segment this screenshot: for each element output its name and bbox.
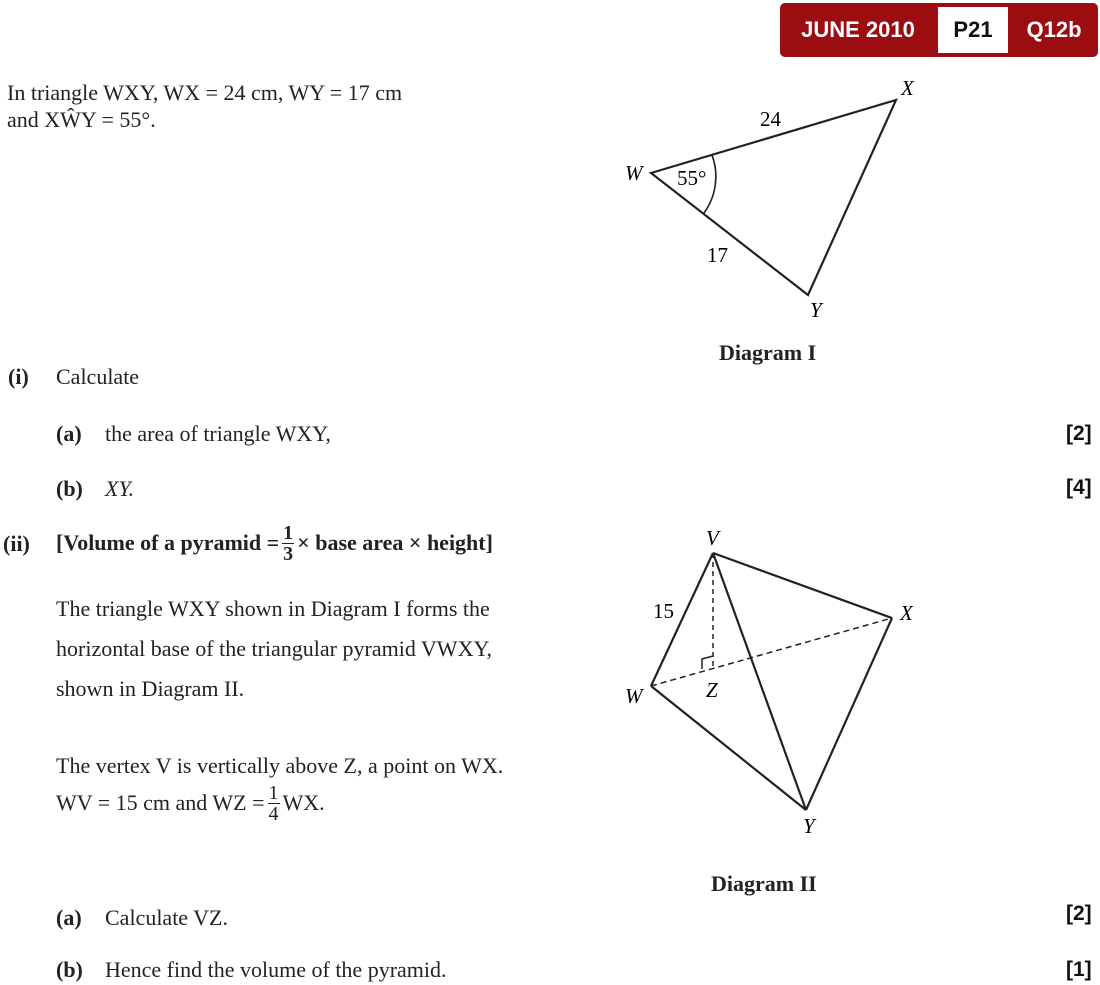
vertex-w-label: W — [625, 161, 643, 185]
vertex-x-label-2: X — [900, 601, 913, 625]
part-i-a-text: the area of triangle WXY, — [105, 421, 331, 446]
para2-fraction-numerator: 1 — [268, 781, 279, 804]
part-ii-para1-line3: shown in Diagram II. — [56, 676, 245, 701]
part-ii-b-number: (b) — [56, 957, 83, 982]
side-wx-label: 24 — [760, 107, 781, 131]
intro-line-1: In triangle WXY, WX = 24 cm, WY = 17 cm — [7, 80, 403, 105]
part-ii-para1-line2: horizontal base of the triangular pyramid VWXY, — [56, 636, 493, 661]
vertex-v-label: V — [706, 526, 719, 550]
vertex-w-label-2: W — [625, 684, 643, 708]
part-ii-a-text: Calculate VZ. — [105, 905, 228, 930]
edge-vx — [713, 553, 892, 618]
vertex-y-label-2: Y — [803, 814, 815, 838]
point-z-label: Z — [706, 678, 718, 702]
part-ii-number: (ii) — [3, 531, 30, 556]
edge-xy — [806, 618, 892, 810]
diagram-1-caption: Diagram I — [719, 340, 817, 365]
diagram-1-triangle — [600, 70, 920, 330]
diagram-2-pyramid — [600, 520, 930, 850]
part-i-a-number: (a) — [56, 421, 82, 446]
formula-end: × base area × height] — [297, 530, 493, 555]
formula-fraction-denominator: 3 — [283, 542, 294, 565]
angle-label: 55° — [677, 166, 707, 190]
exam-date: JUNE 2010 — [801, 17, 915, 42]
vertex-x-label: X — [901, 76, 914, 100]
part-ii-para1-line1: The triangle WXY shown in Diagram I forms the — [56, 596, 490, 621]
part-i-b-marks: [4] — [1066, 476, 1092, 499]
question-reference-badge — [780, 3, 1098, 57]
part-i-b-number: (b) — [56, 476, 83, 501]
intro-line-2: and XŴY = 55°. — [7, 107, 156, 132]
right-angle-marker — [702, 656, 713, 669]
para2-end: WX. — [282, 790, 325, 815]
part-ii-b-text: Hence find the volume of the pyramid. — [105, 957, 447, 982]
paper-number: P21 — [938, 7, 1008, 53]
part-i-instruction: Calculate — [56, 364, 140, 389]
formula-fraction-numerator: 1 — [283, 521, 294, 544]
part-i-a-marks: [2] — [1066, 422, 1092, 445]
para2-fraction-denominator: 4 — [268, 802, 279, 825]
formula-start: [Volume of a pyramid = — [56, 530, 280, 555]
part-i-number: (i) — [8, 364, 29, 389]
part-ii-a-number: (a) — [56, 905, 82, 930]
side-wy-label: 17 — [707, 243, 728, 267]
diagram-2-caption: Diagram II — [711, 871, 817, 896]
question-number: Q12b — [1026, 17, 1082, 42]
vertex-y-label: Y — [810, 298, 822, 322]
part-i-b-text: XY. — [105, 476, 135, 501]
para2-fraction — [268, 783, 280, 824]
part-ii-b-marks: [1] — [1066, 958, 1092, 981]
part-ii-para2-line2 — [56, 779, 325, 827]
volume-formula — [56, 517, 493, 569]
side-wv-label: 15 — [653, 599, 674, 623]
para2-start: WV = 15 cm and WZ = — [56, 790, 265, 815]
hidden-edge-wx — [651, 618, 892, 686]
part-ii-a-marks: [2] — [1066, 902, 1092, 925]
part-ii-para2-line1: The vertex V is vertically above Z, a point on WX. — [56, 753, 504, 778]
formula-fraction — [282, 523, 294, 564]
